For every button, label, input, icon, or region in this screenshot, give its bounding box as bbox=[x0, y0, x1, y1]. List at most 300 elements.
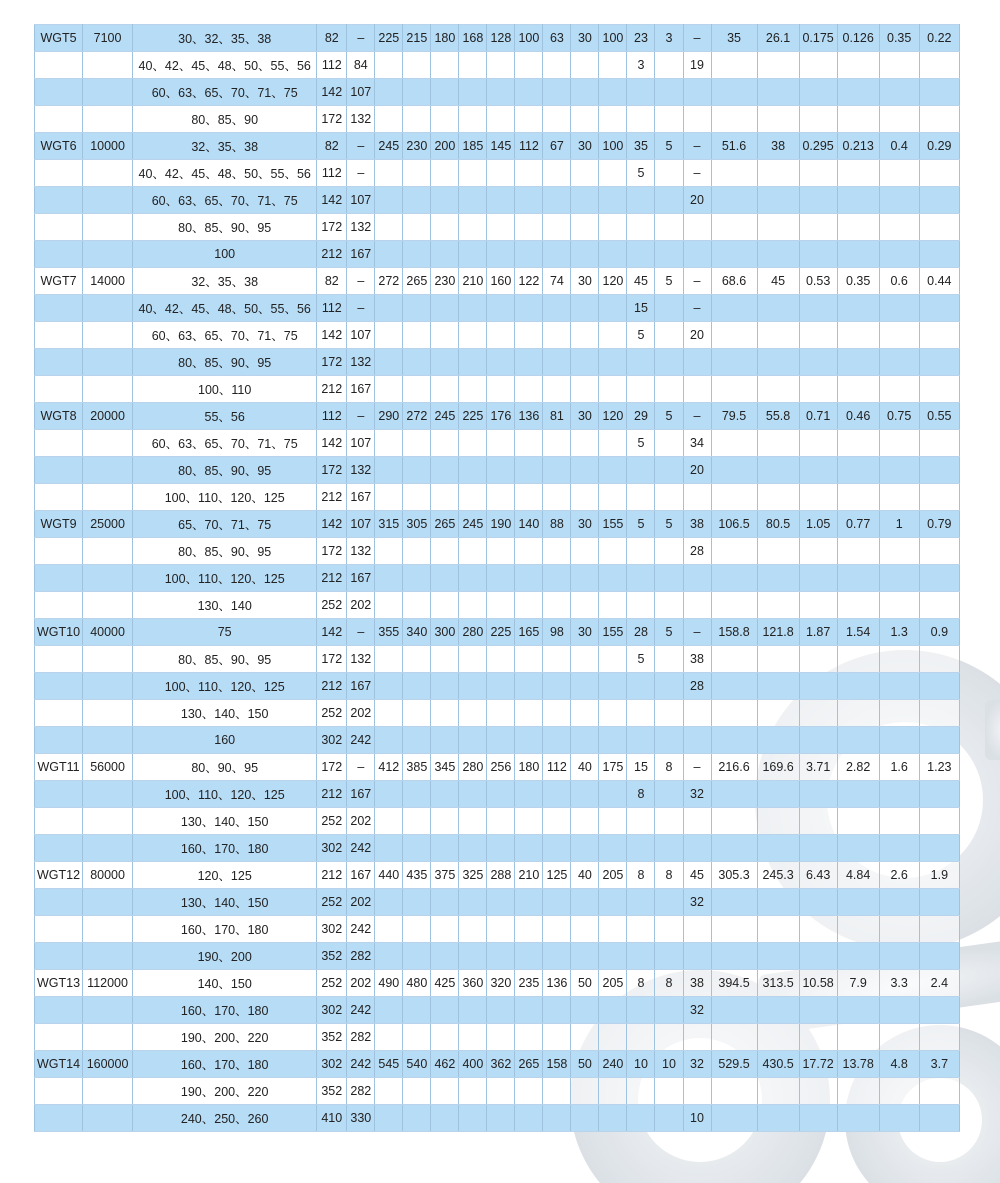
cell-weight bbox=[711, 943, 757, 970]
cell-dim-d3 bbox=[459, 997, 487, 1024]
cell-length-a: 142 bbox=[317, 79, 347, 106]
cell-dim-d4 bbox=[487, 349, 515, 376]
cell-dim-l: 120 bbox=[599, 403, 627, 430]
cell-inertia-a bbox=[757, 943, 799, 970]
cell-dim-d3 bbox=[459, 322, 487, 349]
cell-extra-b: 0.29 bbox=[919, 133, 959, 160]
cell-dim-d3 bbox=[459, 943, 487, 970]
cell-dim-d4 bbox=[487, 376, 515, 403]
cell-dim-d5 bbox=[515, 457, 543, 484]
cell-inertia-b bbox=[799, 700, 837, 727]
cell-weight bbox=[711, 160, 757, 187]
cell-weight bbox=[711, 592, 757, 619]
cell-dim-e: – bbox=[683, 754, 711, 781]
cell-inertia-a: 26.1 bbox=[757, 25, 799, 52]
cell-dim-d6 bbox=[543, 592, 571, 619]
cell-dim-l bbox=[599, 52, 627, 79]
cell-dim-d5: 136 bbox=[515, 403, 543, 430]
cell-dim-d2 bbox=[431, 565, 459, 592]
cell-inertia-b bbox=[799, 1078, 837, 1105]
cell-dim-d2 bbox=[431, 727, 459, 754]
cell-extra-a bbox=[879, 349, 919, 376]
cell-dim-e bbox=[683, 376, 711, 403]
cell-weight bbox=[711, 376, 757, 403]
table-row bbox=[35, 322, 960, 349]
cell-inertia-b bbox=[799, 160, 837, 187]
cell-dim-l bbox=[599, 646, 627, 673]
cell-dim-d6 bbox=[543, 214, 571, 241]
cell-dim-s1 bbox=[655, 295, 683, 322]
cell-dim-d bbox=[375, 430, 403, 457]
cell-dim-l bbox=[599, 592, 627, 619]
cell-length-b: – bbox=[347, 754, 375, 781]
cell-dim-s1: 5 bbox=[655, 511, 683, 538]
table-row bbox=[35, 403, 960, 430]
cell-dim-d1: 340 bbox=[403, 619, 431, 646]
cell-inertia-b bbox=[799, 808, 837, 835]
table-row bbox=[35, 349, 960, 376]
cell-extra-b bbox=[919, 349, 959, 376]
cell-dim-c bbox=[571, 214, 599, 241]
cell-inertia-c bbox=[837, 457, 879, 484]
cell-dim-d5 bbox=[515, 916, 543, 943]
cell-dim-d bbox=[375, 808, 403, 835]
cell-dim-l: 100 bbox=[599, 133, 627, 160]
cell-length-b: 202 bbox=[347, 889, 375, 916]
cell-torque bbox=[83, 943, 133, 970]
cell-dim-e: 38 bbox=[683, 646, 711, 673]
cell-bore-diameters: 30、32、35、38 bbox=[133, 25, 317, 52]
cell-inertia-c bbox=[837, 889, 879, 916]
cell-dim-s: 28 bbox=[627, 619, 655, 646]
cell-length-a: 352 bbox=[317, 1078, 347, 1105]
cell-dim-s bbox=[627, 106, 655, 133]
cell-inertia-a bbox=[757, 700, 799, 727]
cell-length-a: 82 bbox=[317, 268, 347, 295]
cell-dim-d2 bbox=[431, 889, 459, 916]
cell-dim-e: – bbox=[683, 619, 711, 646]
cell-torque bbox=[83, 376, 133, 403]
cell-dim-c bbox=[571, 808, 599, 835]
cell-dim-d6 bbox=[543, 295, 571, 322]
cell-dim-e: – bbox=[683, 160, 711, 187]
cell-dim-d4: 176 bbox=[487, 403, 515, 430]
cell-dim-e bbox=[683, 106, 711, 133]
cell-dim-c bbox=[571, 430, 599, 457]
cell-dim-d2 bbox=[431, 349, 459, 376]
cell-weight bbox=[711, 646, 757, 673]
table-row bbox=[35, 943, 960, 970]
cell-dim-d: 490 bbox=[375, 970, 403, 997]
cell-torque: 14000 bbox=[83, 268, 133, 295]
table-row bbox=[35, 862, 960, 889]
cell-extra-a bbox=[879, 943, 919, 970]
cell-dim-d3 bbox=[459, 79, 487, 106]
cell-weight bbox=[711, 322, 757, 349]
cell-extra-b: 0.79 bbox=[919, 511, 959, 538]
cell-dim-s: 5 bbox=[627, 430, 655, 457]
cell-dim-c: 30 bbox=[571, 403, 599, 430]
cell-dim-s: 23 bbox=[627, 25, 655, 52]
cell-length-b: 202 bbox=[347, 970, 375, 997]
cell-inertia-b bbox=[799, 889, 837, 916]
cell-extra-b bbox=[919, 214, 959, 241]
cell-length-a: 112 bbox=[317, 295, 347, 322]
cell-length-b: 107 bbox=[347, 511, 375, 538]
cell-extra-b bbox=[919, 538, 959, 565]
table-row bbox=[35, 646, 960, 673]
cell-dim-d4 bbox=[487, 565, 515, 592]
cell-dim-d3 bbox=[459, 592, 487, 619]
cell-length-b: – bbox=[347, 160, 375, 187]
cell-dim-d5 bbox=[515, 484, 543, 511]
cell-dim-d3 bbox=[459, 700, 487, 727]
cell-dim-d bbox=[375, 1105, 403, 1132]
cell-dim-d4: 145 bbox=[487, 133, 515, 160]
cell-extra-b bbox=[919, 52, 959, 79]
cell-dim-s1 bbox=[655, 889, 683, 916]
cell-dim-d1 bbox=[403, 430, 431, 457]
cell-weight bbox=[711, 835, 757, 862]
table-row bbox=[35, 835, 960, 862]
cell-dim-l bbox=[599, 160, 627, 187]
cell-model bbox=[35, 160, 83, 187]
cell-bore-diameters: 65、70、71、75 bbox=[133, 511, 317, 538]
cell-dim-d6 bbox=[543, 808, 571, 835]
cell-dim-d1 bbox=[403, 916, 431, 943]
cell-weight bbox=[711, 673, 757, 700]
cell-model bbox=[35, 565, 83, 592]
cell-extra-a: 2.6 bbox=[879, 862, 919, 889]
cell-inertia-c bbox=[837, 52, 879, 79]
cell-dim-s bbox=[627, 376, 655, 403]
cell-length-b: 107 bbox=[347, 187, 375, 214]
cell-dim-d2: 375 bbox=[431, 862, 459, 889]
cell-extra-a bbox=[879, 727, 919, 754]
cell-dim-d4: 190 bbox=[487, 511, 515, 538]
cell-dim-l bbox=[599, 457, 627, 484]
cell-dim-s1 bbox=[655, 916, 683, 943]
cell-dim-s: 5 bbox=[627, 646, 655, 673]
cell-dim-s1: 8 bbox=[655, 754, 683, 781]
cell-bore-diameters: 32、35、38 bbox=[133, 268, 317, 295]
cell-length-b: 167 bbox=[347, 376, 375, 403]
cell-weight bbox=[711, 457, 757, 484]
table-row bbox=[35, 52, 960, 79]
cell-dim-s: 29 bbox=[627, 403, 655, 430]
cell-dim-s1: 5 bbox=[655, 268, 683, 295]
cell-dim-d6: 88 bbox=[543, 511, 571, 538]
cell-weight bbox=[711, 565, 757, 592]
cell-dim-d3 bbox=[459, 727, 487, 754]
cell-model bbox=[35, 997, 83, 1024]
cell-dim-d bbox=[375, 376, 403, 403]
cell-dim-l bbox=[599, 322, 627, 349]
cell-length-b: 167 bbox=[347, 862, 375, 889]
cell-extra-b bbox=[919, 646, 959, 673]
cell-dim-d3 bbox=[459, 295, 487, 322]
cell-weight bbox=[711, 52, 757, 79]
cell-extra-b bbox=[919, 79, 959, 106]
cell-bore-diameters: 40、42、45、48、50、55、56 bbox=[133, 52, 317, 79]
cell-dim-d2: 462 bbox=[431, 1051, 459, 1078]
table-row bbox=[35, 25, 960, 52]
cell-length-b: – bbox=[347, 295, 375, 322]
cell-dim-c bbox=[571, 700, 599, 727]
cell-dim-d3: 280 bbox=[459, 619, 487, 646]
cell-inertia-a bbox=[757, 916, 799, 943]
cell-dim-c bbox=[571, 241, 599, 268]
cell-dim-d bbox=[375, 457, 403, 484]
cell-dim-d1 bbox=[403, 808, 431, 835]
cell-dim-l bbox=[599, 1105, 627, 1132]
cell-model bbox=[35, 430, 83, 457]
cell-extra-b bbox=[919, 187, 959, 214]
cell-length-a: 252 bbox=[317, 700, 347, 727]
cell-weight bbox=[711, 889, 757, 916]
cell-dim-s1 bbox=[655, 1105, 683, 1132]
cell-length-b: 282 bbox=[347, 1078, 375, 1105]
cell-inertia-b bbox=[799, 727, 837, 754]
cell-dim-c bbox=[571, 106, 599, 133]
cell-dim-d2 bbox=[431, 241, 459, 268]
cell-dim-c bbox=[571, 835, 599, 862]
cell-dim-l bbox=[599, 781, 627, 808]
cell-bore-diameters: 190、200、220 bbox=[133, 1078, 317, 1105]
cell-inertia-a: 45 bbox=[757, 268, 799, 295]
cell-bore-diameters: 80、90、95 bbox=[133, 754, 317, 781]
cell-length-b: 167 bbox=[347, 565, 375, 592]
table-row bbox=[35, 889, 960, 916]
cell-torque: 7100 bbox=[83, 25, 133, 52]
cell-inertia-c bbox=[837, 592, 879, 619]
cell-dim-d5 bbox=[515, 241, 543, 268]
cell-dim-s1 bbox=[655, 727, 683, 754]
cell-bore-diameters: 60、63、65、70、71、75 bbox=[133, 187, 317, 214]
cell-dim-s1: 3 bbox=[655, 25, 683, 52]
cell-weight bbox=[711, 700, 757, 727]
cell-dim-d1 bbox=[403, 1105, 431, 1132]
cell-inertia-b: 17.72 bbox=[799, 1051, 837, 1078]
cell-dim-d bbox=[375, 1078, 403, 1105]
cell-length-b: 242 bbox=[347, 1051, 375, 1078]
cell-model: WGT9 bbox=[35, 511, 83, 538]
cell-weight bbox=[711, 781, 757, 808]
cell-dim-d3: 400 bbox=[459, 1051, 487, 1078]
cell-dim-d3 bbox=[459, 1024, 487, 1051]
cell-extra-b bbox=[919, 430, 959, 457]
cell-dim-d2 bbox=[431, 376, 459, 403]
cell-length-b: 242 bbox=[347, 727, 375, 754]
cell-dim-d4 bbox=[487, 592, 515, 619]
cell-dim-c bbox=[571, 943, 599, 970]
cell-dim-d: 545 bbox=[375, 1051, 403, 1078]
cell-inertia-c: 0.77 bbox=[837, 511, 879, 538]
cell-model: WGT13 bbox=[35, 970, 83, 997]
cell-length-a: 252 bbox=[317, 889, 347, 916]
cell-dim-d1 bbox=[403, 700, 431, 727]
cell-dim-s1 bbox=[655, 835, 683, 862]
cell-dim-c bbox=[571, 376, 599, 403]
cell-dim-d6 bbox=[543, 52, 571, 79]
cell-inertia-a bbox=[757, 835, 799, 862]
cell-bore-diameters: 60、63、65、70、71、75 bbox=[133, 430, 317, 457]
cell-dim-d2 bbox=[431, 700, 459, 727]
cell-model: WGT8 bbox=[35, 403, 83, 430]
cell-dim-d3: 360 bbox=[459, 970, 487, 997]
cell-dim-d2 bbox=[431, 781, 459, 808]
cell-dim-d2 bbox=[431, 592, 459, 619]
cell-weight bbox=[711, 295, 757, 322]
cell-extra-a: 1.3 bbox=[879, 619, 919, 646]
cell-inertia-b bbox=[799, 781, 837, 808]
cell-dim-s bbox=[627, 592, 655, 619]
cell-bore-diameters: 40、42、45、48、50、55、56 bbox=[133, 295, 317, 322]
cell-dim-e: – bbox=[683, 403, 711, 430]
cell-dim-e: 20 bbox=[683, 322, 711, 349]
cell-dim-d1: 435 bbox=[403, 862, 431, 889]
cell-dim-c: 30 bbox=[571, 511, 599, 538]
cell-bore-diameters: 120、125 bbox=[133, 862, 317, 889]
cell-model bbox=[35, 376, 83, 403]
cell-model bbox=[35, 241, 83, 268]
cell-dim-d3 bbox=[459, 106, 487, 133]
cell-dim-d6 bbox=[543, 484, 571, 511]
cell-inertia-b bbox=[799, 565, 837, 592]
cell-weight bbox=[711, 430, 757, 457]
cell-dim-d6 bbox=[543, 916, 571, 943]
cell-dim-d3 bbox=[459, 538, 487, 565]
cell-inertia-c bbox=[837, 565, 879, 592]
cell-dim-l bbox=[599, 727, 627, 754]
cell-dim-c: 30 bbox=[571, 25, 599, 52]
cell-weight bbox=[711, 1078, 757, 1105]
cell-length-b: 132 bbox=[347, 214, 375, 241]
cell-dim-s1 bbox=[655, 538, 683, 565]
cell-dim-d1 bbox=[403, 484, 431, 511]
cell-extra-a bbox=[879, 700, 919, 727]
cell-model: WGT6 bbox=[35, 133, 83, 160]
cell-dim-d2 bbox=[431, 214, 459, 241]
cell-dim-s bbox=[627, 1105, 655, 1132]
cell-dim-d5 bbox=[515, 187, 543, 214]
cell-inertia-c bbox=[837, 943, 879, 970]
cell-extra-a bbox=[879, 592, 919, 619]
cell-dim-d2 bbox=[431, 106, 459, 133]
cell-inertia-a: 169.6 bbox=[757, 754, 799, 781]
cell-bore-diameters: 32、35、38 bbox=[133, 133, 317, 160]
cell-model bbox=[35, 592, 83, 619]
cell-dim-s bbox=[627, 349, 655, 376]
cell-weight: 68.6 bbox=[711, 268, 757, 295]
cell-dim-d2 bbox=[431, 943, 459, 970]
cell-inertia-b bbox=[799, 322, 837, 349]
cell-dim-d2 bbox=[431, 1078, 459, 1105]
cell-dim-c bbox=[571, 1078, 599, 1105]
cell-inertia-c bbox=[837, 1078, 879, 1105]
cell-extra-a bbox=[879, 565, 919, 592]
table-row bbox=[35, 619, 960, 646]
cell-dim-d4: 362 bbox=[487, 1051, 515, 1078]
cell-dim-s: 8 bbox=[627, 970, 655, 997]
cell-inertia-b bbox=[799, 484, 837, 511]
cell-dim-d5 bbox=[515, 700, 543, 727]
cell-dim-d4 bbox=[487, 835, 515, 862]
cell-dim-d4 bbox=[487, 79, 515, 106]
cell-dim-d bbox=[375, 484, 403, 511]
cell-torque: 20000 bbox=[83, 403, 133, 430]
cell-bore-diameters: 80、85、90、95 bbox=[133, 538, 317, 565]
cell-bore-diameters: 75 bbox=[133, 619, 317, 646]
cell-length-b: – bbox=[347, 268, 375, 295]
cell-dim-c: 50 bbox=[571, 970, 599, 997]
cell-dim-d1 bbox=[403, 538, 431, 565]
cell-extra-b: 3.7 bbox=[919, 1051, 959, 1078]
cell-dim-d2 bbox=[431, 79, 459, 106]
cell-dim-l bbox=[599, 808, 627, 835]
cell-length-a: 302 bbox=[317, 727, 347, 754]
cell-torque bbox=[83, 52, 133, 79]
cell-dim-s bbox=[627, 214, 655, 241]
cell-bore-diameters: 100、110、120、125 bbox=[133, 781, 317, 808]
cell-dim-s1 bbox=[655, 484, 683, 511]
table-row bbox=[35, 970, 960, 997]
cell-weight bbox=[711, 484, 757, 511]
cell-length-b: 107 bbox=[347, 322, 375, 349]
cell-dim-d6 bbox=[543, 646, 571, 673]
cell-dim-e bbox=[683, 484, 711, 511]
cell-dim-l bbox=[599, 484, 627, 511]
cell-dim-c bbox=[571, 1105, 599, 1132]
cell-inertia-c bbox=[837, 1024, 879, 1051]
cell-length-a: 212 bbox=[317, 781, 347, 808]
cell-bore-diameters: 160、170、180 bbox=[133, 835, 317, 862]
cell-dim-l: 205 bbox=[599, 970, 627, 997]
cell-torque: 56000 bbox=[83, 754, 133, 781]
cell-dim-d5: 265 bbox=[515, 1051, 543, 1078]
cell-torque bbox=[83, 727, 133, 754]
cell-weight: 35 bbox=[711, 25, 757, 52]
cell-dim-l bbox=[599, 349, 627, 376]
cell-dim-d1: 265 bbox=[403, 268, 431, 295]
cell-dim-c: 30 bbox=[571, 268, 599, 295]
cell-torque bbox=[83, 160, 133, 187]
cell-dim-e: – bbox=[683, 268, 711, 295]
cell-dim-d5 bbox=[515, 1024, 543, 1051]
cell-dim-d4 bbox=[487, 700, 515, 727]
cell-dim-e: 20 bbox=[683, 187, 711, 214]
cell-inertia-c bbox=[837, 646, 879, 673]
cell-dim-s1 bbox=[655, 241, 683, 268]
cell-dim-d2 bbox=[431, 187, 459, 214]
cell-dim-s bbox=[627, 916, 655, 943]
cell-dim-e: 38 bbox=[683, 970, 711, 997]
cell-dim-d3 bbox=[459, 214, 487, 241]
cell-length-b: 202 bbox=[347, 808, 375, 835]
cell-dim-c bbox=[571, 322, 599, 349]
cell-extra-b: 1.23 bbox=[919, 754, 959, 781]
cell-dim-e: 38 bbox=[683, 511, 711, 538]
cell-inertia-b bbox=[799, 835, 837, 862]
cell-inertia-b: 3.71 bbox=[799, 754, 837, 781]
cell-dim-d6 bbox=[543, 160, 571, 187]
cell-inertia-a bbox=[757, 565, 799, 592]
cell-dim-s1 bbox=[655, 1078, 683, 1105]
cell-dim-d6 bbox=[543, 322, 571, 349]
cell-length-a: 252 bbox=[317, 592, 347, 619]
cell-inertia-c bbox=[837, 187, 879, 214]
cell-dim-s bbox=[627, 538, 655, 565]
